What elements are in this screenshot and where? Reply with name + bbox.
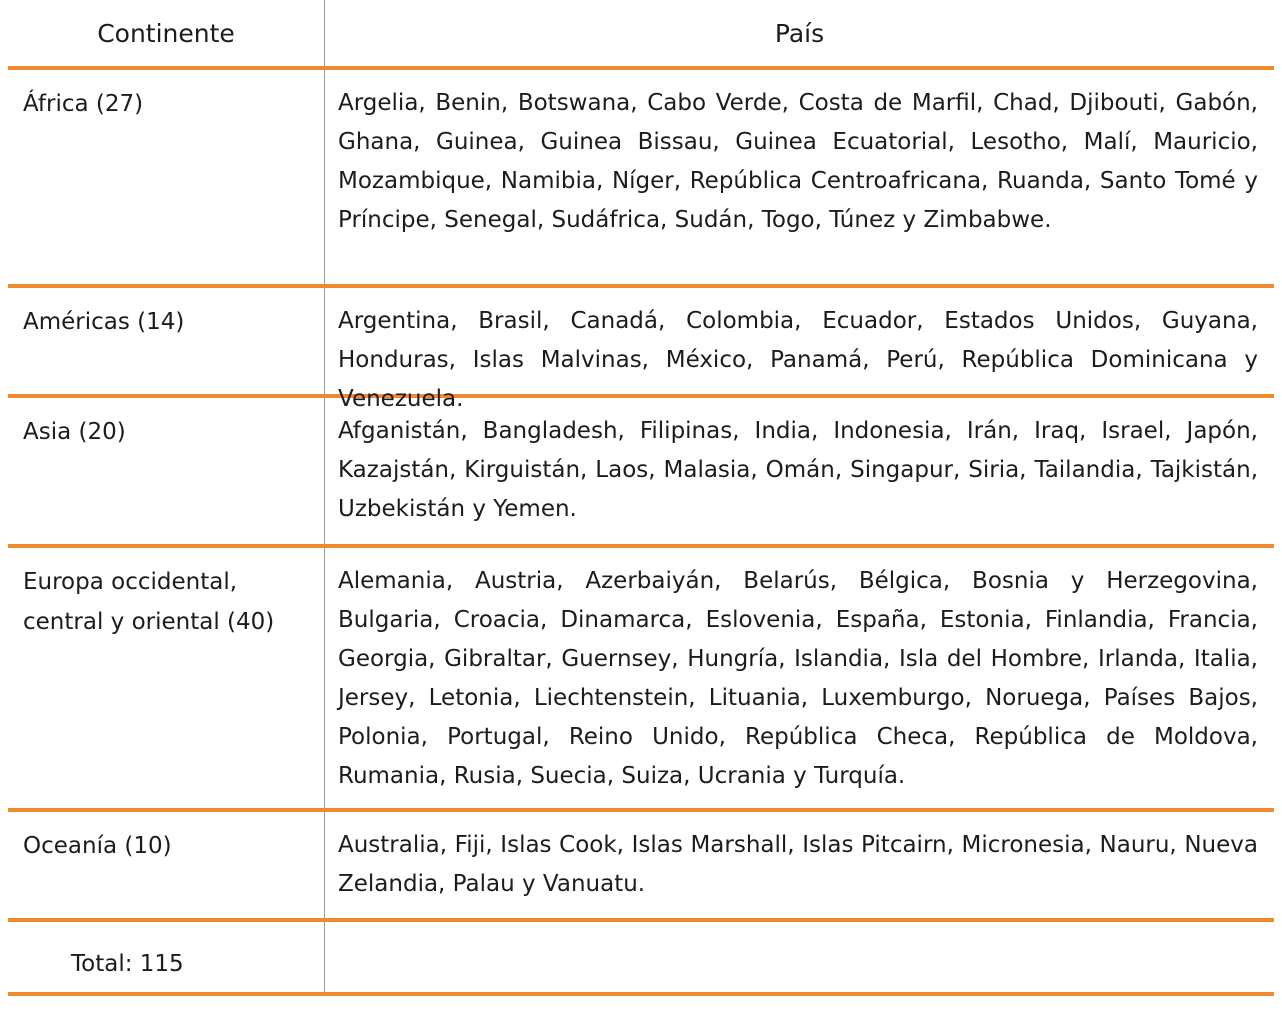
countries-cell: Afganistán, Bangladesh, Filipinas, India, Indonesia, Irán, Iraq, Israel, Japón, Kazajstán, Kirguistán, Laos, Malasia, Omán, Singapur, Siria, Tailandia, Tajkistán, Uzbekistán y Yemen. [338, 418, 1258, 522]
countries-table [8, 0, 1274, 996]
table-row-oceania [8, 812, 1274, 918]
countries-cell: Argentina, Brasil, Canadá, Colombia, Ecuador, Estados Unidos, Guyana, Honduras, Islas Malvinas, México, Panamá, Perú, República Dominicana y Venezuela. [338, 308, 1258, 412]
table-header-row [8, 0, 1274, 66]
total-empty-cell [325, 922, 1274, 992]
table-row-europe [8, 548, 1274, 808]
country-column-header: País [774, 19, 825, 48]
continent-cell: Américas (14) [8, 288, 325, 394]
table-row-africa [8, 70, 1274, 284]
table-row-americas [8, 288, 1274, 412]
table-row-asia [8, 398, 1274, 544]
total-cell: Total: 115 [8, 922, 325, 992]
continent-cell: Oceanía (10) [8, 812, 325, 918]
continent-cell: Europa occidental, central y oriental (40) [8, 548, 325, 808]
countries-cell: Argelia, Benin, Botswana, Cabo Verde, Costa de Marfil, Chad, Djibouti, Gabón, Ghana, Guinea, Guinea Bissau, Guinea Ecuatorial, Lesotho, Malí, Mauricio, Mozambique, Namibia, Níger, República Centroafricana, Ruanda, Santo Tomé y Príncipe, Senegal, Sudáfrica, Sudán, Togo, Túnez y Zimbabwe. [338, 90, 1258, 233]
bottom-rule [8, 992, 1274, 996]
continent-column-header: Continente [8, 0, 325, 66]
countries-cell: Australia, Fiji, Islas Cook, Islas Marshall, Islas Pitcairn, Micronesia, Nauru, Nueva Zelandia, Palau y Vanuatu. [338, 832, 1258, 897]
continent-cell: Asia (20) [8, 398, 325, 544]
countries-cell: Alemania, Austria, Azerbaiyán, Belarús, Bélgica, Bosnia y Herzegovina, Bulgaria, Croacia, Dinamarca, Eslovenia, España, Estonia, Finlandia, Francia, Georgia, Gibraltar, Guernsey, Hungría, Islandia, Isla del Hombre, Irlanda, Italia, Jersey, Letonia, Liechtenstein, Lituania, Luxemburgo, Noruega, Países Bajos, Polonia, Portugal, Reino Unido, República Checa, República de Moldova, Rumania, Rusia, Suecia, Suiza, Ucrania y Turquía. [338, 568, 1258, 789]
continent-cell: África (27) [8, 70, 325, 284]
table-row-total [8, 922, 1274, 992]
